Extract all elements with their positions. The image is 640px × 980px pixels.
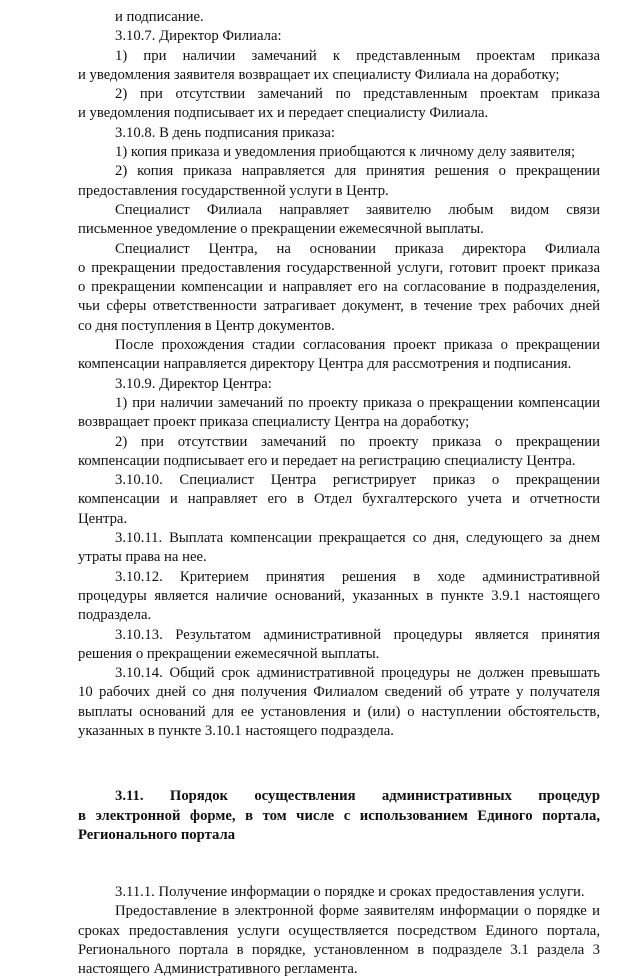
paragraph bbox=[78, 143, 600, 162]
text-line: Центра. bbox=[78, 510, 128, 527]
text-line: чьи сферы ответственности затрагивает документ, в течение трех рабочих дней bbox=[78, 298, 600, 315]
paragraph bbox=[78, 47, 600, 86]
text-line: о прекращении компенсации и направляет его на согласование в подразделения, bbox=[78, 279, 600, 296]
text-line: 3.10.7. Директор Филиала: bbox=[115, 28, 282, 45]
section-heading bbox=[78, 787, 600, 845]
text-line: 1) при наличии замечаний к представленным проектам приказа bbox=[115, 47, 600, 64]
paragraph bbox=[78, 883, 600, 902]
text-line: 1) копия приказа и уведомления приобщаются к личному делу заявителя; bbox=[115, 144, 576, 161]
text-line: 2) при отсутствии замечаний по представленным проектам приказа bbox=[115, 86, 600, 103]
paragraph bbox=[78, 8, 600, 27]
text-line: и уведомления подписывает их и передает специалисту Филиала. bbox=[78, 105, 489, 122]
text-line: решения о прекращении ежемесячной выплаты. bbox=[78, 645, 380, 662]
text-line: компенсации и направляет его в Отдел бухгалтерского учета и отчетности bbox=[78, 491, 600, 508]
text-line: возвращает проект приказа специалисту Центра на доработку; bbox=[78, 414, 470, 431]
text-line: письменное уведомление о прекращении ежемесячной выплаты. bbox=[78, 221, 484, 238]
text-line: 2) копия приказа направляется для принятия решения о прекращении bbox=[115, 163, 600, 180]
paragraph bbox=[78, 336, 600, 375]
text-line: 2) при отсутствии замечаний по проекту приказа о прекращении bbox=[115, 433, 600, 450]
text-line: компенсации подписывает его и передает на регистрацию специалисту Центра. bbox=[78, 452, 576, 469]
text-line: После прохождения стадии согласования проект приказа о прекращении bbox=[115, 337, 600, 354]
text-line: процедуры является наличие оснований, указанных в пункте 3.9.1 настоящего bbox=[78, 587, 600, 604]
text-line: Специалист Центра, на основании приказа директора Филиала bbox=[115, 240, 600, 257]
paragraph bbox=[78, 626, 600, 665]
heading-line: в электронной форме, в том числе с использованием Единого портала, bbox=[78, 807, 600, 824]
text-line: предоставления государственной услуги в Центр. bbox=[78, 182, 389, 199]
paragraph bbox=[78, 27, 600, 46]
text-line: 3.10.10. Специалист Центра регистрирует приказ о прекращении bbox=[115, 472, 600, 489]
paragraph bbox=[78, 201, 600, 240]
text-line: 3.10.14. Общий срок административной процедуры не должен превышать bbox=[115, 665, 600, 682]
text-line: 10 рабочих дней со дня получения Филиалом сведений об утрате у получателя bbox=[78, 684, 600, 701]
text-line: Специалист Филиала направляет заявителю любым видом связи bbox=[115, 201, 600, 218]
text-line: указанных в пункте 3.10.1 настоящего подраздела. bbox=[78, 722, 394, 739]
document-page bbox=[78, 0, 600, 980]
text-line: компенсации направляется директору Центра для рассмотрения и подписания. bbox=[78, 356, 572, 373]
paragraph bbox=[78, 240, 600, 336]
body-text-after bbox=[78, 883, 600, 979]
paragraph bbox=[78, 568, 600, 626]
text-line: 3.10.9. Директор Центра: bbox=[115, 375, 272, 392]
paragraph bbox=[78, 394, 600, 433]
paragraph bbox=[78, 433, 600, 472]
text-line: 3.10.8. В день подписания приказа: bbox=[115, 124, 335, 141]
text-line: сроках предоставления услуги осуществляется посредством Единого портала, bbox=[78, 922, 600, 939]
text-line: и уведомления заявителя возвращает их специалисту Филиала на доработку; bbox=[78, 66, 560, 83]
text-line: со дня поступления в Центр документов. bbox=[78, 317, 335, 334]
text-line: Регионального портала в порядке, установленном в подразделе 3.1 раздела 3 bbox=[78, 942, 600, 959]
paragraph bbox=[78, 124, 600, 143]
text-line: 3.11.1. Получение информации о порядке и сроках предоставления услуги. bbox=[115, 884, 585, 901]
text-line: о прекращении предоставления государственной услуги, готовит проект приказа bbox=[78, 259, 600, 276]
paragraph bbox=[78, 529, 600, 568]
text-line: подраздела. bbox=[78, 607, 152, 624]
paragraph bbox=[78, 375, 600, 394]
text-line: Предоставление в электронной форме заявителям информации о порядке и bbox=[115, 903, 600, 920]
text-line: 3.10.13. Результатом административной процедуры является принятия bbox=[115, 626, 600, 643]
text-line: настоящего Административного регламента. bbox=[78, 961, 358, 978]
text-line: 3.10.12. Критерием принятия решения в ходе административной bbox=[115, 568, 600, 585]
body-text bbox=[78, 8, 600, 741]
paragraph bbox=[78, 902, 600, 979]
paragraph bbox=[78, 664, 600, 741]
paragraph bbox=[78, 85, 600, 124]
text-line: выплаты оснований для ее установления и (или) о наступлении обстоятельств, bbox=[78, 703, 600, 720]
text-line: утраты права на нее. bbox=[78, 549, 207, 566]
heading-line: Регионального портала bbox=[78, 826, 236, 843]
text-line: 1) при наличии замечаний по проекту приказа о прекращении компенсации bbox=[115, 394, 600, 411]
heading-line: 3.11. Порядок осуществления административных процедур bbox=[115, 788, 600, 805]
text-line: и подписание. bbox=[115, 9, 204, 25]
paragraph bbox=[78, 162, 600, 201]
paragraph bbox=[78, 471, 600, 529]
text-line: 3.10.11. Выплата компенсации прекращается со дня, следующего за днем bbox=[115, 530, 600, 547]
